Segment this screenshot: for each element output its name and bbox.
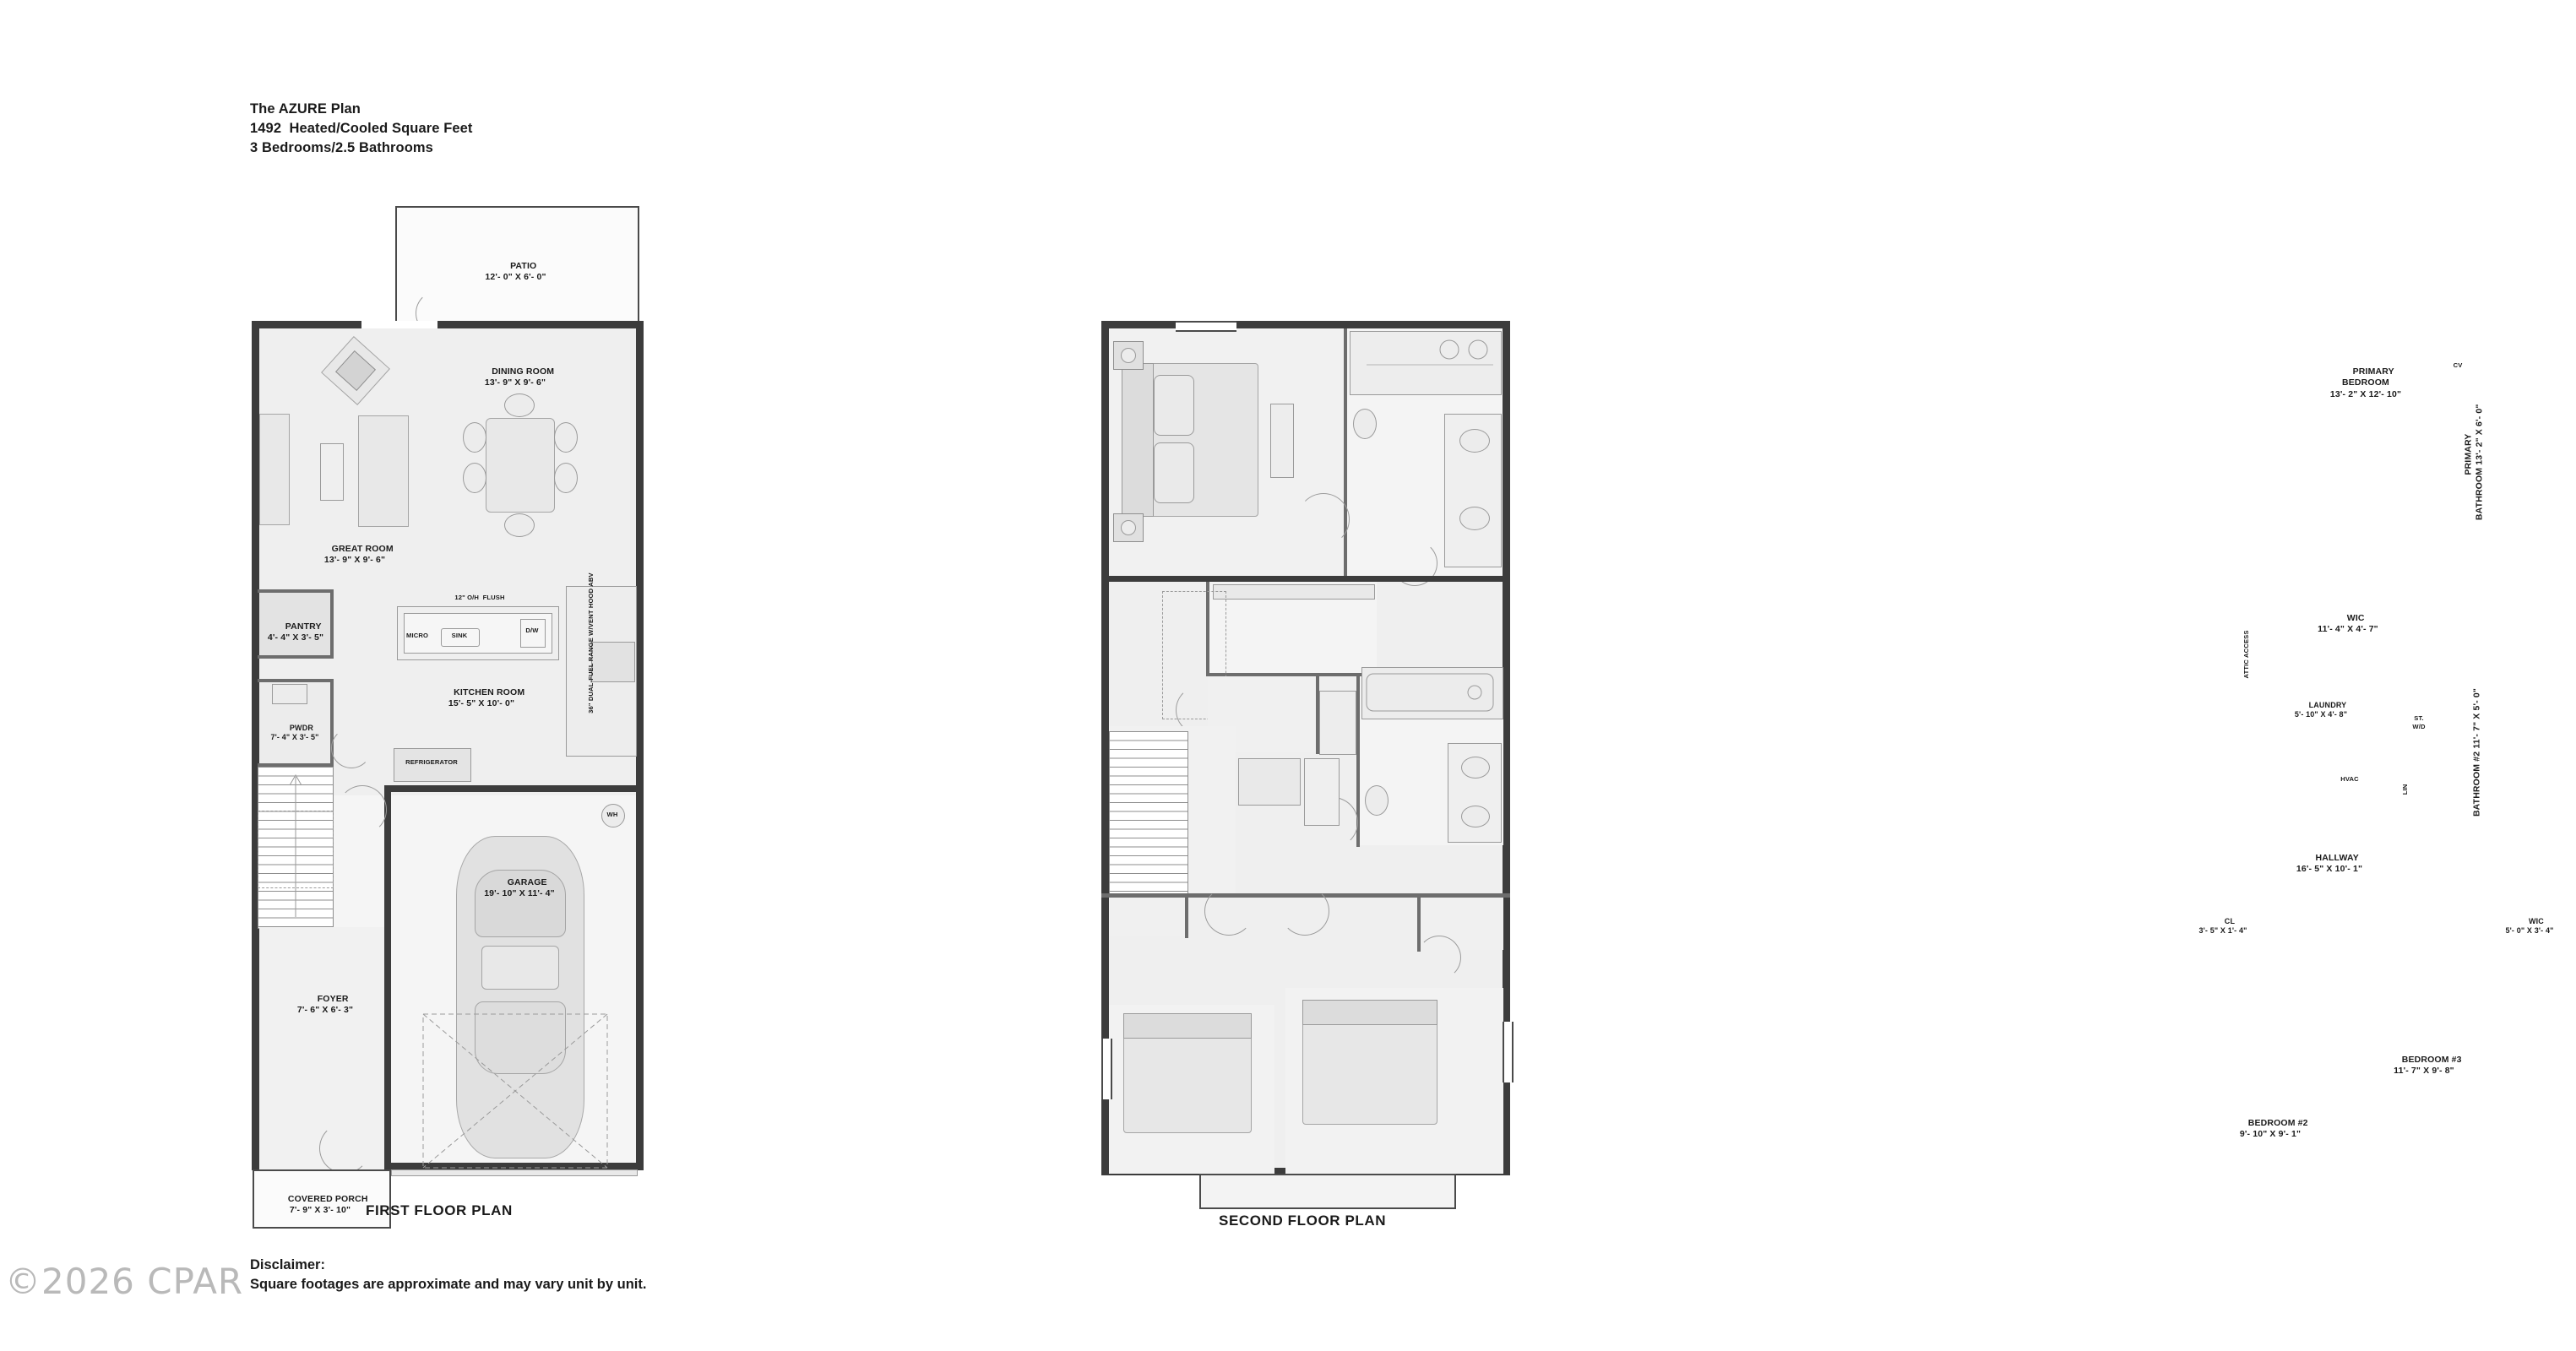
dining-room-label: DINING ROOM 13'- 9" X 9'- 6": [484, 366, 555, 388]
dining-table: [486, 418, 555, 513]
bedroom3-door-arc: [1280, 887, 1329, 936]
pantry-label: PANTRY 4'- 4" X 3'- 5": [267, 621, 324, 643]
cl-wall-right: [1185, 898, 1188, 938]
dining-chair: [463, 463, 486, 493]
pwdr-door-arc: [331, 728, 372, 768]
vanity-sink: [1459, 429, 1490, 453]
hallway-label: HALLWAY 16'- 5" X 10'- 1": [2296, 852, 2363, 875]
dining-chair: [463, 422, 486, 453]
vanity-sink: [1459, 507, 1490, 530]
plan-beds-baths: 3 Bedrooms/2.5 Bathrooms: [250, 139, 433, 155]
great-room-label: GREAT ROOM 13'- 9" X 9'- 6": [323, 543, 394, 566]
sink-label: SINK: [451, 632, 468, 639]
primary-bedroom-label: PRIMARY BEDROOM 13'- 2" X 12'- 10": [2329, 366, 2402, 399]
first-floor-caption: FIRST FLOOR PLAN: [366, 1202, 513, 1218]
bathtub-detail: [1361, 667, 1503, 719]
primary-bath-wall: [1344, 328, 1347, 578]
hvac-closet: [1238, 758, 1301, 806]
bedroom-bumpout: [1199, 1174, 1456, 1209]
refrigerator-label: REFRIGERATOR: [405, 758, 458, 766]
copyright-watermark: ©2026 CPAR: [5, 1261, 244, 1302]
plan-area: 1492 Heated/Cooled Square Feet: [250, 120, 473, 136]
garage-door-swing: [422, 1013, 610, 1170]
coffee-table: [320, 443, 344, 501]
washer-dryer-label: ST. W/D: [2412, 714, 2426, 730]
wic2-door-arc: [1417, 936, 1461, 979]
pantry-wall-bottom: [258, 655, 334, 659]
wic-shelf: [1213, 584, 1375, 600]
garage-door-arc: [338, 785, 387, 834]
toilet-fixture: [1353, 409, 1377, 439]
linen-label: LIN: [2401, 784, 2410, 795]
primary-bathroom-label: PRIMARY BATHROOM 13'- 2" X 6'- 0": [2463, 404, 2485, 521]
shower-detail: [1350, 331, 1502, 395]
sofa: [259, 414, 290, 525]
plan-name: The AZURE Plan: [250, 101, 361, 117]
pwdr-label: PWDR 7'- 4" X 3'- 5": [270, 723, 319, 742]
toilet-fixture: [1365, 785, 1389, 816]
linen-closet: [1304, 758, 1340, 826]
bedroom3-label: BEDROOM #3 11'- 7" X 9'- 8": [2394, 1054, 2462, 1077]
staircase-second: [1109, 731, 1188, 902]
dining-chair: [554, 463, 578, 493]
bedroom2-door-arc: [1204, 887, 1253, 936]
disclaimer-title: Disclaimer:: [250, 1257, 325, 1272]
cl-closet: [1109, 898, 1187, 936]
bathroom2-label: BATHROOM #2 11'- 7" X 5'- 0": [2471, 688, 2482, 817]
kitchen-room-label: KITCHEN ROOM 15'- 5" X 10'- 0": [448, 686, 525, 709]
car-cabin: [481, 946, 559, 990]
laundry-label: LAUNDRY 5'- 10" X 4'- 8": [2294, 700, 2348, 719]
sf-mid-wall: [1101, 576, 1510, 582]
wic-label: WIC 11'- 4" X 4'- 7": [2318, 612, 2378, 635]
lamp-icon: [1121, 520, 1136, 535]
attic-access-label: ATTIC ACCESS: [2242, 630, 2251, 679]
stair-arrow: [258, 767, 334, 929]
media-console: [358, 415, 409, 527]
pantry-wall-top: [258, 589, 334, 593]
foyer-label: FOYER 7'- 6" X 6'- 3": [296, 993, 354, 1016]
headboard: [1123, 1013, 1252, 1039]
window: [1101, 1039, 1112, 1099]
covered-porch-label: COVERED PORCH 7'- 9" X 3'- 10": [287, 1193, 368, 1216]
bedroom2-label: BEDROOM #2 9'- 10" X 9'- 1": [2239, 1117, 2308, 1140]
wic2-wall-left: [1417, 898, 1421, 952]
second-floor-caption: SECOND FLOOR PLAN: [1219, 1213, 1387, 1229]
sink-fixture: [272, 684, 307, 704]
primary-bath-door-arc: [1297, 493, 1350, 545]
exterior-wall-top: [252, 321, 644, 328]
vanity-sink: [1461, 757, 1490, 779]
cv-annotation: CV: [2453, 361, 2463, 369]
micro-label: MICRO: [405, 632, 429, 639]
washer-dryer: [1319, 691, 1356, 755]
patio-label: PATIO 12'- 0" X 6'- 0": [485, 260, 546, 283]
range-fixture: [591, 642, 635, 682]
headboard: [1302, 1000, 1437, 1025]
dining-chair: [554, 422, 578, 453]
cl-label: CL 3'- 5" X 1'- 4": [2198, 916, 2247, 936]
dining-chair: [504, 513, 535, 537]
exterior-wall-right: [636, 321, 644, 1170]
garage-apron: [391, 1169, 638, 1176]
window: [1503, 1022, 1514, 1082]
garage-wall-left-upper: [384, 785, 391, 870]
second-floor-plan: [1081, 0, 2554, 1224]
garage-label: GARAGE 19'- 10" X 11'- 4": [484, 876, 555, 899]
vanity-sink: [1461, 806, 1490, 827]
wic2-label: WIC 5'- 0" X 3'- 4": [2505, 916, 2554, 936]
range-note: 36" DUAL-FUEL RANGE W/VENT HOOD ABV: [587, 572, 595, 713]
hvac-label: HVAC: [2340, 775, 2359, 783]
sf-wall-top: [1101, 321, 1510, 328]
entry-door-arc: [319, 1123, 370, 1174]
window: [1176, 321, 1236, 332]
pillow: [1154, 375, 1194, 436]
bedroom-bench: [1270, 404, 1294, 478]
headboard: [1122, 363, 1154, 517]
garage-wall-top: [384, 785, 638, 792]
disclaimer-text: Square footages are approximate and may vary unit by unit.: [250, 1277, 647, 1293]
water-heater-label: WH: [606, 811, 618, 818]
island-overhang-note: 12" O/H FLUSH: [454, 594, 505, 601]
patio-slider-opening: [361, 321, 437, 328]
pwdr-wall-top: [258, 679, 334, 682]
dining-chair: [504, 393, 535, 417]
lamp-icon: [1121, 348, 1136, 363]
garage-wall-left: [384, 870, 391, 1170]
disclaimer-block: [250, 1256, 646, 1294]
dishwasher-label: D/W: [525, 627, 539, 634]
pillow: [1154, 442, 1194, 503]
